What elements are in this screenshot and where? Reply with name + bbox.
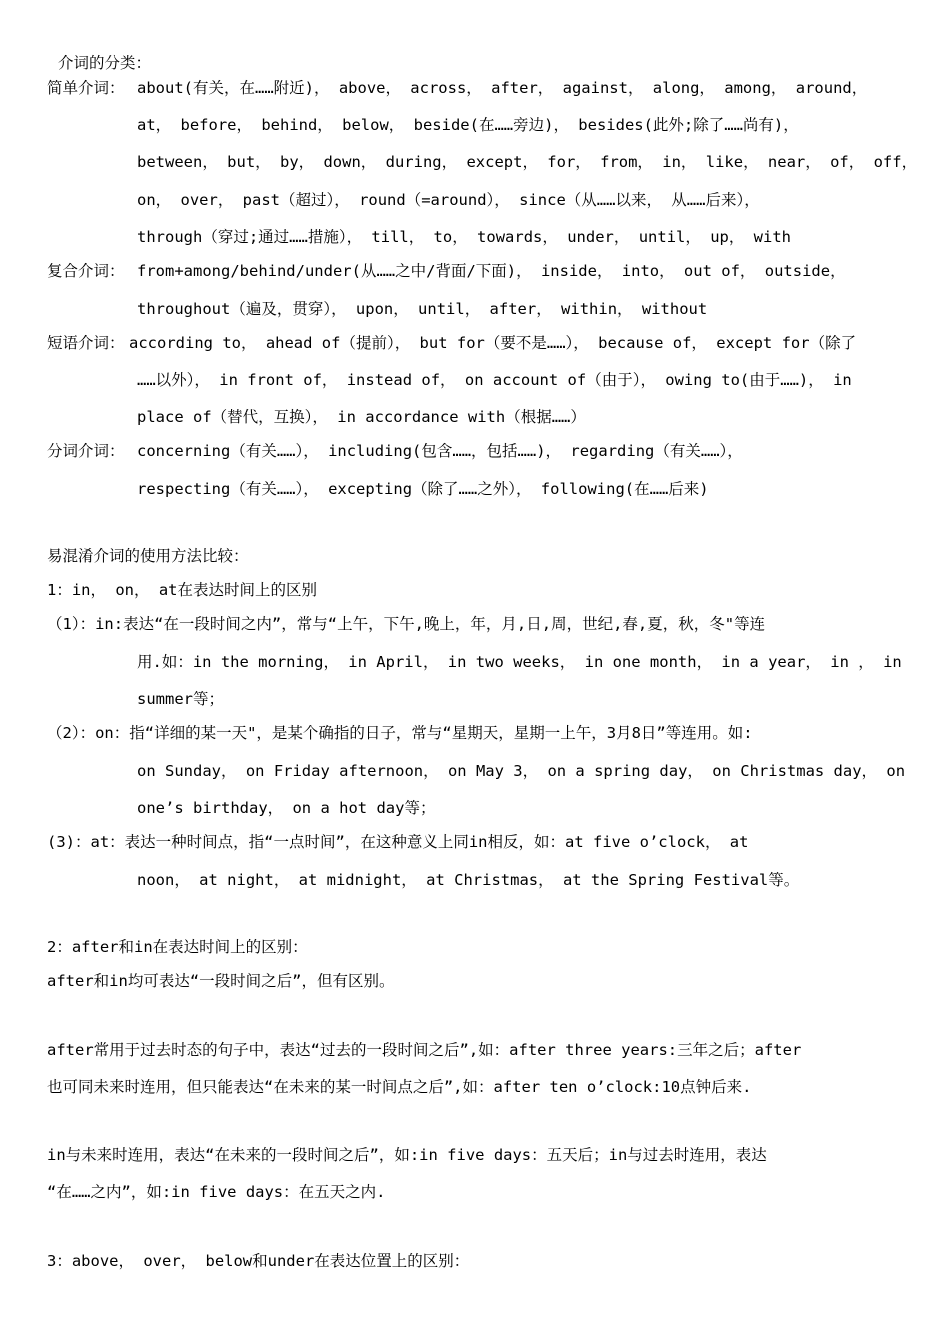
participle-prepositions-label: 分词介词： xyxy=(47,442,125,460)
paragraph-line: after和in均可表达“一段时间之后”，但有区别。 xyxy=(47,972,395,990)
phrase-prepositions-line: ……以外）， in front of， instead of， on account of（由于）， owing to(由于……)， in xyxy=(137,371,852,389)
compound-prepositions-label: 复合介词： xyxy=(47,262,125,280)
simple-prepositions-line: on， over， past（超过）， round（=around）， since（从……以来， 从……后来）， xyxy=(137,191,760,209)
paragraph-line: 也可同未来时连用，但只能表达“在未来的某一时间点之后”,如：after ten o’clock:10点钟后来. xyxy=(47,1078,752,1096)
paragraph-line: （1）：in:表达“在一段时间之内”，常与“上午，下午,晚上，年，月,日,周，世纪,春,夏，秋，冬"等连 xyxy=(47,615,766,633)
compound-prepositions-line: throughout（遍及，贯穿）， upon， until， after， within， without xyxy=(137,300,708,318)
paragraph-line: 用.如：in the morning， in April， in two weeks， in one month， in a year， in ， in xyxy=(137,653,902,671)
paragraph-line: summer等； xyxy=(137,690,224,708)
paragraph-line: after常用于过去时态的句子中，表达“过去的一段时间之后”,如：after three years:三年之后；after xyxy=(47,1041,802,1059)
phrase-prepositions-line: place of（替代，互换）， in accordance with（根据……） xyxy=(137,408,586,426)
section-heading: 介词的分类： xyxy=(58,54,152,72)
compound-prepositions-line: from+among/behind/under(从……之中/背面/下面)， inside， into， out of， outside， xyxy=(137,262,846,280)
paragraph-line: in与未来时连用，表达“在未来的一段时间之后”，如:in five days：五天后；in与过去时连用，表达 xyxy=(47,1146,767,1164)
simple-prepositions-line: about(有关，在……附近)， above， across， after， against， along， among， around， xyxy=(137,79,868,97)
paragraph-line: “在……之内”，如:in five days：在五天之内. xyxy=(47,1183,386,1201)
paragraph-line: one’s birthday， on a hot day等； xyxy=(137,799,436,817)
comparison-title: 易混淆介词的使用方法比较： xyxy=(47,547,249,565)
subsection-title: 2：after和in在表达时间上的区别： xyxy=(47,938,308,956)
participle-prepositions-line: respecting（有关……）， excepting（除了……之外）， following(在……后来) xyxy=(137,480,709,498)
paragraph-line: on Sunday， on Friday afternoon， on May 3， on a spring day， on Christmas day， on xyxy=(137,762,906,780)
simple-prepositions-line: at， before， behind， below， beside(在……旁边)， besides(此外;除了……尚有)， xyxy=(137,116,799,134)
paragraph-line: noon， at night， at midnight， at Christmas， at the Spring Festival等。 xyxy=(137,871,800,889)
participle-prepositions-line: concerning（有关……）， including(包含……，包括……)， regarding（有关……）， xyxy=(137,442,743,460)
subsection-title: 1：in， on， at在表达时间上的区别 xyxy=(47,581,317,599)
paragraph-line: (3)：at：表达一种时间点，指“一点时间”，在这种意义上同in相反，如：at five o’clock， at xyxy=(47,833,749,851)
simple-prepositions-line: between， but， by， down， during， except， for， from， in， like， near， of， off， xyxy=(137,153,918,171)
phrase-prepositions-label: 短语介词： xyxy=(47,334,125,352)
simple-prepositions-label: 简单介词： xyxy=(47,79,125,97)
paragraph-line: （2）：on：指“详细的某一天"，是某个确指的日子，常与“星期天，星期一上午，3月8日”等连用。如: xyxy=(47,724,753,742)
phrase-prepositions-line: according to， ahead of（提前）， but for（要不是……）， because of， except for（除了 xyxy=(129,334,857,352)
subsection-title: 3：above， over， below和under在表达位置上的区别： xyxy=(47,1252,470,1270)
simple-prepositions-line: through（穿过;通过……措施）， till， to， towards， under， until， up， with xyxy=(137,228,792,246)
